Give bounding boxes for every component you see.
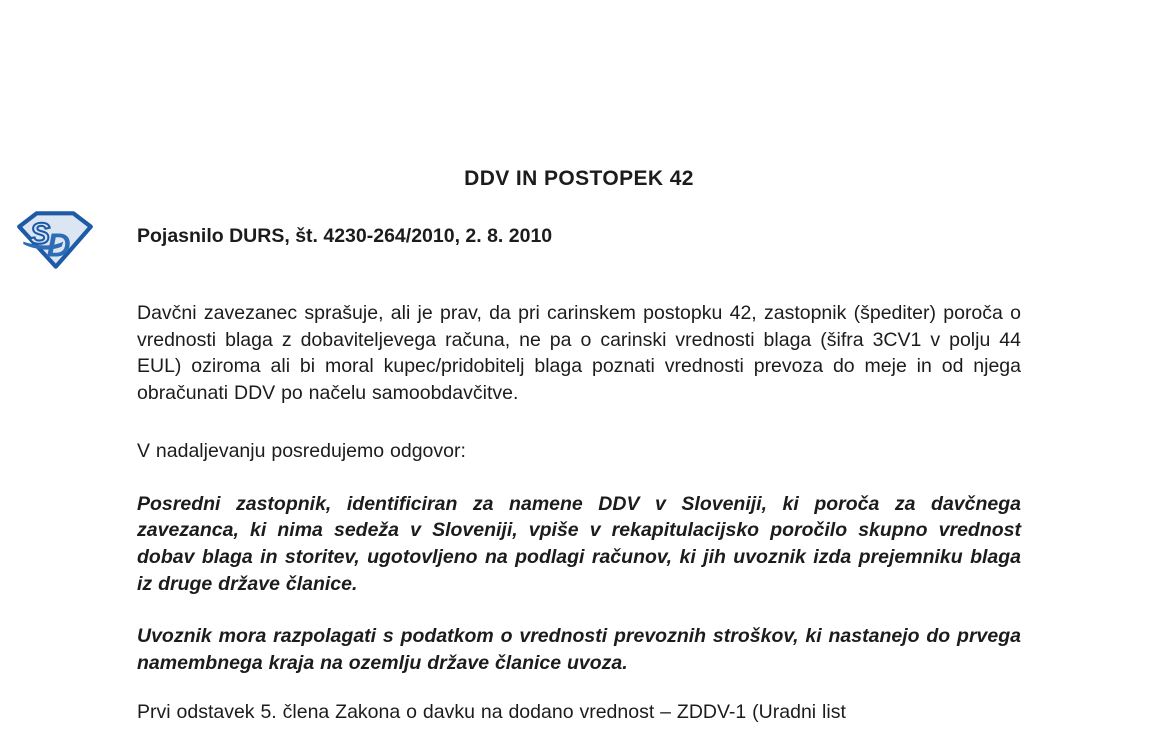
sd-logo bbox=[13, 210, 97, 270]
paragraph-answer-2: Uvoznik mora razpolagati s podatkom o vrednosti prevoznih stroškov, ki nastanejo do prvega namembnega kraja na ozemlju države članice uvoza. bbox=[137, 625, 1021, 675]
logo-letter-d: D bbox=[46, 227, 71, 265]
document-page bbox=[0, 164, 1157, 725]
paragraph-answer-intro: V nadaljevanju posredujemo odgovor: bbox=[137, 439, 466, 462]
paragraph-taxpayer-question: Davčni zavezanec sprašuje, ali je prav, da pri carinskem postopku 42, zastopnik (špediter) poroča o vrednosti blaga z dobaviteljevega računa, ne pa o carinski vrednosti blaga (šifra 3CV1 v polju 44 EUL) oziroma ali bi moral kupec/pridobitelj blaga poznati vrednosti prevoza do meje in od njega obračunati DDV po načelu samoobdavčitve. bbox=[137, 302, 1021, 405]
logo-letter-s: S bbox=[30, 217, 51, 251]
paragraph-answer-1: Posredni zastopnik, identificiran za namene DDV v Sloveniji, ki poroča za davčnega zavezanca, ki nima sedeža v Sloveniji, vpiše v rekapitulacijsko poročilo skupno vrednost dobav blaga in storitev, ugotovljeno na podlagi računov, ki jih uvoznik izda prejemniku blaga iz druge države članice. bbox=[137, 492, 1021, 595]
paragraph-legal-basis-clipped: Prvi odstavek 5. člena Zakona o davku na dodano vrednost – ZDDV-1 (Uradni list bbox=[137, 700, 846, 723]
sd-diamond-shield-icon bbox=[13, 210, 97, 270]
document-reference: Pojasnilo DURS, št. 4230-264/2010, 2. 8. 2010 bbox=[137, 225, 553, 247]
document-title: DDV IN POSTOPEK 42 bbox=[464, 167, 694, 190]
